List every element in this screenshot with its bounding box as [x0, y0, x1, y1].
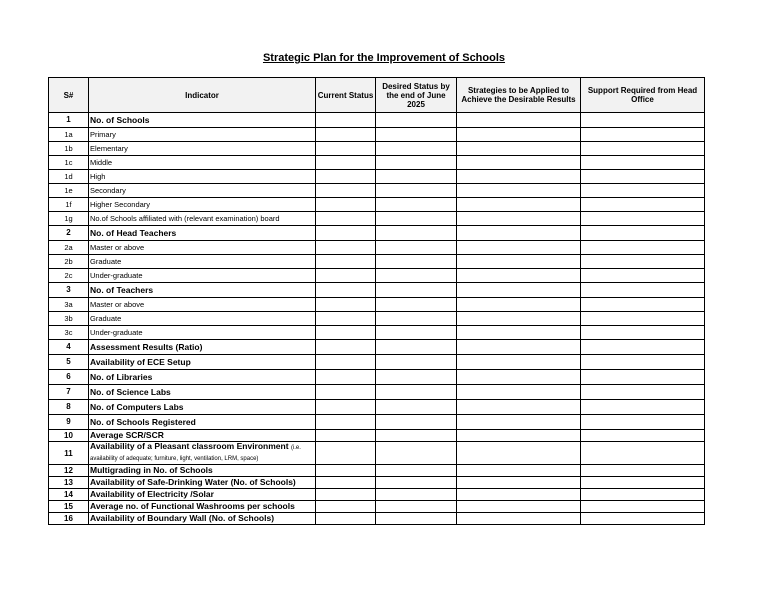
- current-status-cell: [316, 269, 376, 283]
- desired-status-cell: [376, 442, 457, 465]
- support-cell: [581, 142, 705, 156]
- row-number: 1g: [49, 212, 89, 226]
- strategies-cell: [457, 312, 581, 326]
- current-status-cell: [316, 370, 376, 385]
- row-number: 12: [49, 465, 89, 477]
- support-cell: [581, 156, 705, 170]
- strategies-cell: [457, 430, 581, 442]
- strategies-cell: [457, 370, 581, 385]
- support-cell: [581, 312, 705, 326]
- support-cell: [581, 370, 705, 385]
- support-cell: [581, 269, 705, 283]
- indicator-label: Master or above: [90, 243, 145, 252]
- row-indicator: [89, 370, 316, 385]
- current-status-cell: [316, 489, 376, 501]
- indicator-label: High: [90, 172, 106, 181]
- current-status-cell: [316, 400, 376, 415]
- row-indicator: [89, 156, 316, 170]
- support-cell: [581, 241, 705, 255]
- row-indicator: [89, 198, 316, 212]
- support-cell: [581, 501, 705, 513]
- desired-status-cell: [376, 465, 457, 477]
- header-desired-status: Desired Status by the end of June 2025: [376, 78, 457, 113]
- header-current-status: Current Status: [316, 78, 376, 113]
- indicator-label: Under-graduate: [90, 328, 143, 337]
- table-row: [49, 385, 705, 400]
- row-number: 1: [49, 113, 89, 128]
- table-row: [49, 255, 705, 269]
- row-indicator: [89, 326, 316, 340]
- table-row: [49, 370, 705, 385]
- row-indicator: [89, 298, 316, 312]
- table-row: [49, 283, 705, 298]
- row-indicator: [89, 477, 316, 489]
- row-number: 8: [49, 400, 89, 415]
- indicator-label: Master or above: [90, 300, 145, 309]
- current-status-cell: [316, 415, 376, 430]
- indicator-label: Primary: [90, 130, 116, 139]
- desired-status-cell: [376, 430, 457, 442]
- row-number: 3c: [49, 326, 89, 340]
- current-status-cell: [316, 226, 376, 241]
- current-status-cell: [316, 212, 376, 226]
- indicator-label: Availability of a Pleasant classroom Environment: [90, 441, 289, 451]
- indicator-label: Availability of ECE Setup: [90, 357, 191, 367]
- current-status-cell: [316, 156, 376, 170]
- support-cell: [581, 113, 705, 128]
- row-indicator: [89, 283, 316, 298]
- strategies-cell: [457, 415, 581, 430]
- current-status-cell: [316, 142, 376, 156]
- table-row: [49, 156, 705, 170]
- desired-status-cell: [376, 501, 457, 513]
- row-indicator: [89, 430, 316, 442]
- row-indicator: [89, 269, 316, 283]
- row-indicator: [89, 513, 316, 525]
- support-cell: [581, 298, 705, 312]
- current-status-cell: [316, 442, 376, 465]
- desired-status-cell: [376, 241, 457, 255]
- strategies-cell: [457, 269, 581, 283]
- current-status-cell: [316, 241, 376, 255]
- indicator-label: Secondary: [90, 186, 126, 195]
- support-cell: [581, 355, 705, 370]
- desired-status-cell: [376, 370, 457, 385]
- indicator-label: Higher Secondary: [90, 200, 151, 209]
- support-cell: [581, 340, 705, 355]
- current-status-cell: [316, 198, 376, 212]
- table-row: [49, 298, 705, 312]
- desired-status-cell: [376, 400, 457, 415]
- table-row: [49, 312, 705, 326]
- row-number: 2: [49, 226, 89, 241]
- row-indicator: [89, 184, 316, 198]
- desired-status-cell: [376, 128, 457, 142]
- strategies-cell: [457, 128, 581, 142]
- row-indicator: [89, 226, 316, 241]
- support-cell: [581, 170, 705, 184]
- indicator-label: No. of Computers Labs: [90, 402, 184, 412]
- strategies-cell: [457, 113, 581, 128]
- indicator-label: Graduate: [90, 257, 122, 266]
- row-number: 11: [49, 442, 89, 465]
- table-row: [49, 241, 705, 255]
- desired-status-cell: [376, 355, 457, 370]
- support-cell: [581, 442, 705, 465]
- current-status-cell: [316, 477, 376, 489]
- current-status-cell: [316, 170, 376, 184]
- row-indicator: [89, 312, 316, 326]
- strategies-cell: [457, 355, 581, 370]
- header-row: [49, 78, 705, 113]
- indicator-label: No. of Head Teachers: [90, 228, 177, 238]
- table-row: [49, 142, 705, 156]
- row-number: 2c: [49, 269, 89, 283]
- indicator-label: No. of Schools Registered: [90, 417, 196, 427]
- current-status-cell: [316, 340, 376, 355]
- row-number: 3a: [49, 298, 89, 312]
- indicator-label: Availability of Boundary Wall (No. of Schools): [90, 513, 275, 523]
- row-indicator: [89, 385, 316, 400]
- page-title: Strategic Plan for the Improvement of Schools: [262, 52, 506, 64]
- indicator-label: Average SCR/SCR: [90, 430, 164, 440]
- row-indicator: [89, 442, 316, 465]
- support-cell: [581, 128, 705, 142]
- indicator-label: No.of Schools affiliated with (relevant examination) board: [90, 214, 280, 223]
- table-row: [49, 430, 705, 442]
- strategies-cell: [457, 340, 581, 355]
- table-row: [49, 212, 705, 226]
- desired-status-cell: [376, 255, 457, 269]
- indicator-label: Elementary: [90, 144, 128, 153]
- table-row: [49, 415, 705, 430]
- row-number: 10: [49, 430, 89, 442]
- current-status-cell: [316, 385, 376, 400]
- indicator-label: Availability of Safe-Drinking Water (No. of Schools): [90, 477, 296, 487]
- table-row: [49, 340, 705, 355]
- table-row: [49, 501, 705, 513]
- row-number: 2a: [49, 241, 89, 255]
- desired-status-cell: [376, 184, 457, 198]
- table-row: [49, 326, 705, 340]
- row-number: 7: [49, 385, 89, 400]
- desired-status-cell: [376, 113, 457, 128]
- indicator-label: Multigrading in No. of Schools: [90, 465, 213, 475]
- desired-status-cell: [376, 513, 457, 525]
- row-number: 1c: [49, 156, 89, 170]
- table-row: [49, 113, 705, 128]
- strategies-cell: [457, 142, 581, 156]
- desired-status-cell: [376, 340, 457, 355]
- desired-status-cell: [376, 326, 457, 340]
- strategies-cell: [457, 442, 581, 465]
- support-cell: [581, 489, 705, 501]
- desired-status-cell: [376, 212, 457, 226]
- row-number: 3b: [49, 312, 89, 326]
- support-cell: [581, 465, 705, 477]
- current-status-cell: [316, 283, 376, 298]
- row-indicator: [89, 142, 316, 156]
- current-status-cell: [316, 465, 376, 477]
- indicator-label: Average no. of Functional Washrooms per schools: [90, 501, 295, 511]
- support-cell: [581, 477, 705, 489]
- current-status-cell: [316, 298, 376, 312]
- desired-status-cell: [376, 283, 457, 298]
- row-number: 5: [49, 355, 89, 370]
- support-cell: [581, 212, 705, 226]
- header-indicator: Indicator: [89, 78, 316, 113]
- desired-status-cell: [376, 385, 457, 400]
- strategies-cell: [457, 385, 581, 400]
- desired-status-cell: [376, 477, 457, 489]
- row-number: 2b: [49, 255, 89, 269]
- indicator-label: Availability of Electricity /Solar: [90, 489, 214, 499]
- table-row: [49, 489, 705, 501]
- current-status-cell: [316, 128, 376, 142]
- strategies-cell: [457, 156, 581, 170]
- desired-status-cell: [376, 489, 457, 501]
- strategies-cell: [457, 465, 581, 477]
- row-number: 3: [49, 283, 89, 298]
- row-indicator: [89, 340, 316, 355]
- current-status-cell: [316, 326, 376, 340]
- row-indicator: [89, 465, 316, 477]
- support-cell: [581, 198, 705, 212]
- table-row: [49, 170, 705, 184]
- row-indicator: [89, 241, 316, 255]
- current-status-cell: [316, 255, 376, 269]
- header-strategies: Strategies to be Applied to Achieve the Desirable Results: [457, 78, 581, 113]
- support-cell: [581, 513, 705, 525]
- row-indicator: [89, 355, 316, 370]
- current-status-cell: [316, 501, 376, 513]
- desired-status-cell: [376, 156, 457, 170]
- row-indicator: [89, 170, 316, 184]
- support-cell: [581, 255, 705, 269]
- row-number: 6: [49, 370, 89, 385]
- row-number: 14: [49, 489, 89, 501]
- desired-status-cell: [376, 198, 457, 212]
- current-status-cell: [316, 113, 376, 128]
- desired-status-cell: [376, 312, 457, 326]
- indicator-note: (i.e. availability of adequate; furniture, light, ventilation, LRM, space): [90, 445, 301, 462]
- strategies-cell: [457, 489, 581, 501]
- table-row: [49, 513, 705, 525]
- row-indicator: [89, 415, 316, 430]
- row-number: 16: [49, 513, 89, 525]
- current-status-cell: [316, 312, 376, 326]
- indicator-label: No. of Science Labs: [90, 387, 171, 397]
- row-number: 1a: [49, 128, 89, 142]
- current-status-cell: [316, 355, 376, 370]
- strategies-cell: [457, 241, 581, 255]
- row-number: 9: [49, 415, 89, 430]
- desired-status-cell: [376, 142, 457, 156]
- strategies-cell: [457, 283, 581, 298]
- table-row: [49, 400, 705, 415]
- strategic-plan-table: [48, 77, 705, 525]
- support-cell: [581, 415, 705, 430]
- table-row: [49, 442, 705, 465]
- row-number: 1b: [49, 142, 89, 156]
- strategies-cell: [457, 212, 581, 226]
- indicator-label: Assessment Results (Ratio): [90, 342, 203, 352]
- desired-status-cell: [376, 226, 457, 241]
- support-cell: [581, 400, 705, 415]
- strategies-cell: [457, 326, 581, 340]
- row-number: 15: [49, 501, 89, 513]
- support-cell: [581, 430, 705, 442]
- strategies-cell: [457, 477, 581, 489]
- indicator-label: No. of Teachers: [90, 285, 154, 295]
- support-cell: [581, 385, 705, 400]
- strategies-cell: [457, 400, 581, 415]
- row-number: 4: [49, 340, 89, 355]
- row-indicator: [89, 113, 316, 128]
- desired-status-cell: [376, 415, 457, 430]
- table-row: [49, 477, 705, 489]
- table-row: [49, 226, 705, 241]
- strategies-cell: [457, 501, 581, 513]
- strategies-cell: [457, 513, 581, 525]
- indicator-label: No. of Libraries: [90, 372, 153, 382]
- table-row: [49, 184, 705, 198]
- current-status-cell: [316, 430, 376, 442]
- indicator-label: Middle: [90, 158, 113, 167]
- strategies-cell: [457, 298, 581, 312]
- row-number: 1f: [49, 198, 89, 212]
- row-number: 13: [49, 477, 89, 489]
- header-sn: S#: [49, 78, 89, 113]
- indicator-label: No. of Schools: [90, 115, 150, 125]
- row-indicator: [89, 400, 316, 415]
- row-indicator: [89, 489, 316, 501]
- table-row: [49, 465, 705, 477]
- indicator-label: Graduate: [90, 314, 122, 323]
- support-cell: [581, 326, 705, 340]
- table-row: [49, 355, 705, 370]
- row-number: 1e: [49, 184, 89, 198]
- support-cell: [581, 226, 705, 241]
- strategies-cell: [457, 198, 581, 212]
- support-cell: [581, 283, 705, 298]
- current-status-cell: [316, 184, 376, 198]
- header-support: Support Required from Head Office: [581, 78, 705, 113]
- strategies-cell: [457, 255, 581, 269]
- current-status-cell: [316, 513, 376, 525]
- table-row: [49, 198, 705, 212]
- strategies-cell: [457, 184, 581, 198]
- support-cell: [581, 184, 705, 198]
- strategies-cell: [457, 170, 581, 184]
- table-row: [49, 128, 705, 142]
- table-row: [49, 269, 705, 283]
- strategies-cell: [457, 226, 581, 241]
- desired-status-cell: [376, 269, 457, 283]
- desired-status-cell: [376, 170, 457, 184]
- row-indicator: [89, 212, 316, 226]
- indicator-label: Under-graduate: [90, 271, 143, 280]
- row-indicator: [89, 501, 316, 513]
- row-number: 1d: [49, 170, 89, 184]
- row-indicator: [89, 128, 316, 142]
- desired-status-cell: [376, 298, 457, 312]
- row-indicator: [89, 255, 316, 269]
